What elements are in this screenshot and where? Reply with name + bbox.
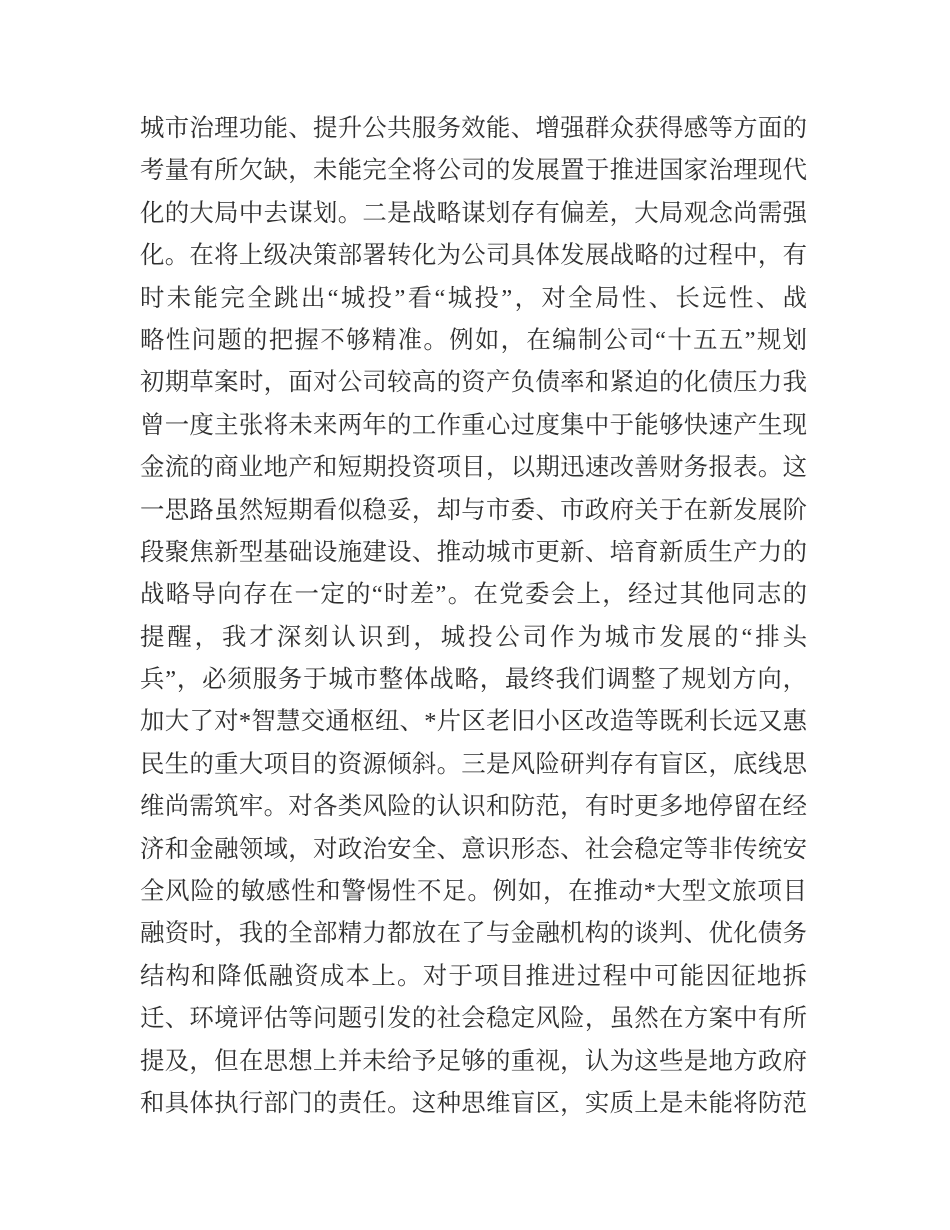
text-line: 初期草案时，面对公司较高的资产负债率和紧迫的化债压力我 [140,369,807,397]
text-line: 维尚需筑牢。对各类风险的认识和防范，有时更多地停留在经 [140,793,807,821]
text-line: 金流的商业地产和短期投资项目，以期迅速改善财务报表。这 [140,454,807,482]
text-line: 民生的重大项目的资源倾斜。三是风险研判存有盲区，底线思 [140,750,807,778]
text-line: 时未能完全跳出“城投”看“城投”，对全局性、长远性、战 [140,284,807,312]
text-line: 段聚焦新型基础设施建设、推动城市更新、培育新质生产力的 [140,538,807,566]
text-line: 考量有所欠缺，未能完全将公司的发展置于推进国家治理现代 [140,157,807,185]
text-line: 提醒，我才深刻认识到，城投公司作为城市发展的“排头 [140,623,807,651]
text-line: 战略导向存在一定的“时差”。在党委会上，经过其他同志的 [140,581,807,609]
text-line: 加大了对*智慧交通枢纽、*片区老旧小区改造等既利长远又惠 [140,708,807,736]
text-line: 和具体执行部门的责任。这种思维盲区，实质上是未能将防范 [140,1089,807,1117]
text-line: 曾一度主张将未来两年的工作重心过度集中于能够快速产生现 [140,411,807,439]
text-line: 迁、环境评估等问题引发的社会稳定风险，虽然在方案中有所 [140,1005,807,1033]
text-line: 结构和降低融资成本上。对于项目推进过程中可能因征地拆 [140,962,807,990]
text-line: 一思路虽然短期看似稳妥，却与市委、市政府关于在新发展阶 [140,496,807,524]
text-line: 化的大局中去谋划。二是战略谋划存有偏差，大局观念尚需强 [140,199,807,227]
text-line: 兵”，必须服务于城市整体战略，最终我们调整了规划方向， [140,666,807,694]
text-line: 化。在将上级决策部署转化为公司具体发展战略的过程中，有 [140,242,807,270]
text-line: 略性问题的把握不够精准。例如，在编制公司“十五五”规划 [140,326,807,354]
text-line: 城市治理功能、提升公共服务效能、增强群众获得感等方面的 [140,115,807,142]
text-line: 提及，但在思想上并未给予足够的重视，认为这些是地方政府 [140,1047,807,1075]
text-line: 济和金融领域，对政治安全、意识形态、社会稳定等非传统安 [140,835,807,863]
text-line: 融资时，我的全部精力都放在了与金融机构的谈判、优化债务 [140,920,807,948]
text-line: 全风险的敏感性和警惕性不足。例如，在推动*大型文旅项目 [140,878,807,906]
text-block [140,108,807,1125]
